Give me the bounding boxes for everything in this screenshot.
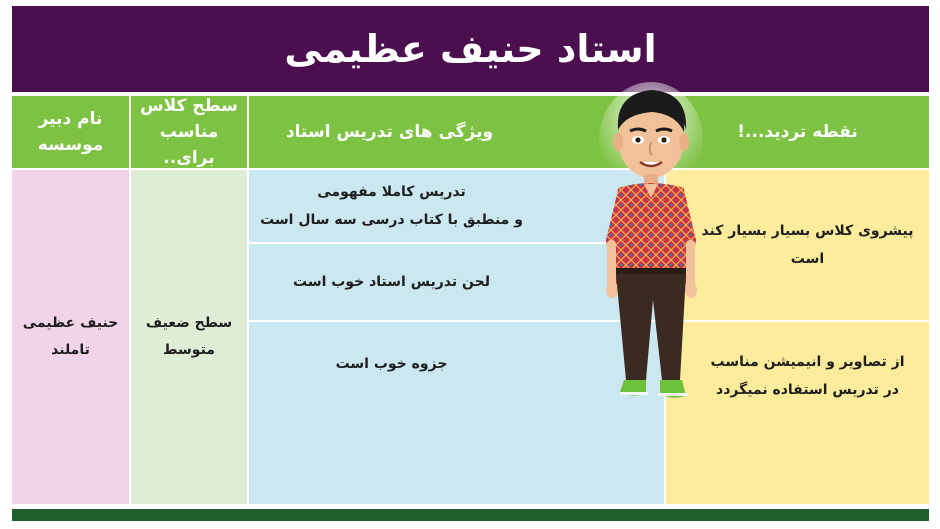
class-level-cell	[131, 170, 247, 504]
page-title: استاد حنیف عظیمی	[284, 27, 657, 71]
teacher-institute: تاملند	[51, 342, 90, 358]
header-class-level	[131, 96, 247, 168]
footer-bar	[12, 509, 929, 521]
doubt-2-line2: در تدریس استفاده نمیگردد	[716, 382, 899, 398]
feature-2-line1: لحن تدریس استاد خوب است	[293, 274, 490, 290]
feature-1-line2: و منطبق با کتاب درسی سه سال است	[260, 212, 523, 228]
teacher-name-cell	[12, 170, 129, 504]
header-class-level-line2: مناسب برای..	[159, 122, 219, 168]
doubt-1-line1: پیشروی کلاس بسیار بسیار کند است	[701, 223, 914, 267]
header-teacher-name-line1: نام دبیر	[38, 109, 103, 129]
doubt-2-line1: از تصاویر و انیمیشن مناسب	[710, 354, 905, 370]
teacher-name: حنیف عظیمی	[22, 315, 119, 331]
header-doubt-point-label: نقطه تردید...!	[737, 122, 858, 142]
header-teaching-features-label: ویژگی های تدریس استاد	[285, 122, 494, 142]
title-banner	[12, 6, 929, 92]
header-teacher-name	[12, 96, 129, 168]
feature-3-line1: جزوه خوب است	[335, 356, 448, 372]
class-level-line1: سطح ضعیف	[145, 315, 233, 331]
header-class-level-line1: سطح کلاس	[140, 96, 238, 116]
class-level-line2: متوسط	[163, 342, 215, 358]
teacher-cartoon-illustration	[596, 80, 706, 420]
feature-1-line1: تدریس کاملا مفهومی	[317, 184, 466, 200]
header-teacher-name-line2: موسسه	[37, 135, 104, 155]
